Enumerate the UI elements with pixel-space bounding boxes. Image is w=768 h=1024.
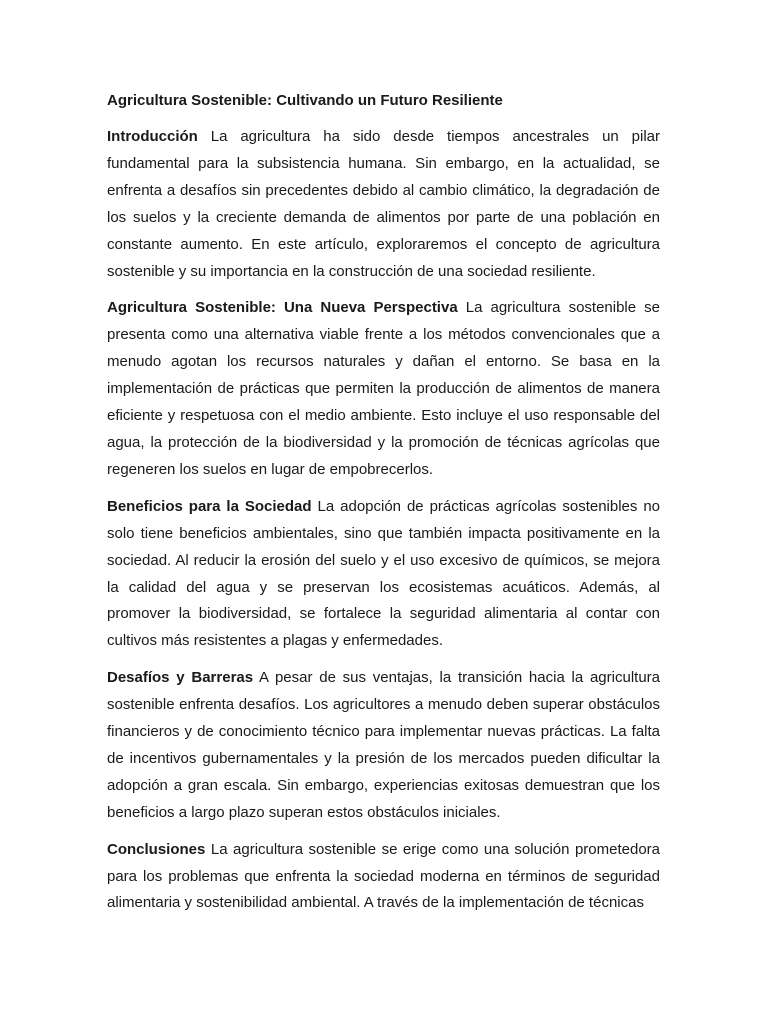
section-text: La agricultura sostenible se presenta como una alternativa viable frente a los métodos convencionales que a menudo agotan los recursos naturales y dañan el entorno. Se basa en la implementación de prácticas que permiten la producción de alimentos de manera eficiente y respetuosa con el medio ambiente. Esto incluye el uso responsable del agua, la protección de la biodiversidad y la promoción de técnicas agrícolas que regeneren los suelos en lugar de empobrecerlos. <box>107 299 661 478</box>
section-heading: Desafíos y Barreras <box>107 669 254 687</box>
document-body <box>107 88 660 927</box>
section-heading: Beneficios para la Sociedad <box>107 497 312 515</box>
section-heading: Agricultura Sostenible: Una Nueva Perspectiva <box>107 299 458 317</box>
section-introduccion <box>107 124 660 285</box>
section-heading: Introducción <box>107 128 198 145</box>
section-text: La agricultura sostenible se erige como una solución prometedora para los problemas que enfrenta la sociedad moderna en términos de seguridad alimentaria y sostenibilidad ambiental. A través de la implementación de técnicas <box>107 840 661 912</box>
section-nueva-perspectiva <box>107 295 660 483</box>
section-desafios <box>107 665 660 826</box>
document-title: Agricultura Sostenible: Cultivando un Futuro Resiliente <box>107 92 503 109</box>
section-text: La adopción de prácticas agrícolas sostenibles no solo tiene beneficios ambientales, sino que también impacta positivamente en la sociedad. Al reducir la erosión del suelo y el uso excesivo de químicos, se mejora la calidad del agua y se preservan los ecosistemas acuáticos. Además, al promover la biodiversidad, se fortalece la seguridad alimentaria al contar con cultivos más resistentes a plagas y enfermedades. <box>107 497 661 650</box>
section-beneficios <box>107 494 660 655</box>
section-text: A pesar de sus ventajas, la transición hacia la agricultura sostenible enfrenta desafíos. Los agricultores a menudo deben superar obstáculos financieros y de conocimiento técnico para implementar nuevas prácticas. La falta de incentivos gubernamentales y la presión de los mercados pueden dificultar la adopción a gran escala. Sin embargo, experiencias exitosas demuestran que los beneficios a largo plazo superan estos obstáculos iniciales. <box>107 669 661 821</box>
section-heading: Conclusiones <box>107 840 206 858</box>
section-conclusiones <box>107 837 660 918</box>
section-text: La agricultura ha sido desde tiempos ancestrales un pilar fundamental para la subsistencia humana. Sin embargo, en la actualidad, se enfrenta a desafíos sin precedentes debido al cambio climático, la degradación de los suelos y la creciente demanda de alimentos por parte de una población en constante aumento. En este artículo, exploraremos el concepto de agricultura sostenible y su importancia en la construcción de una sociedad resiliente. <box>107 128 660 280</box>
